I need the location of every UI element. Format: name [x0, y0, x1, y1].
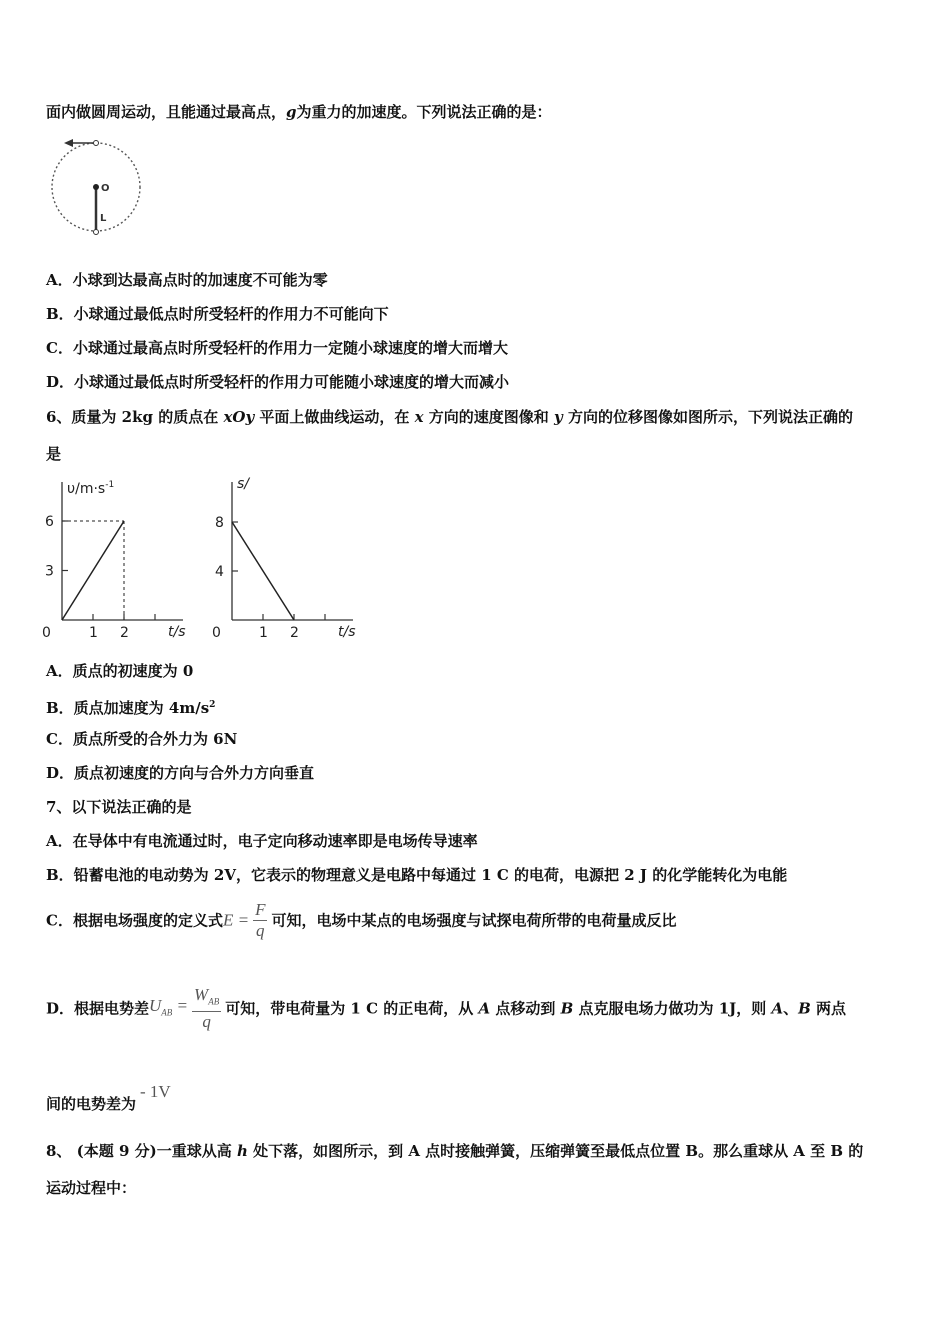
q8-stem-line1 [46, 1141, 863, 1161]
q7-option-d [46, 985, 846, 1032]
q6-stem-x: x [414, 408, 424, 426]
velocity-x-tick-label: 1 [89, 625, 98, 641]
q7-formula-u-den: q [202, 1012, 211, 1032]
q7-option-d-line2 [46, 1082, 171, 1114]
q7-option-d-value: - 1V [140, 1082, 171, 1101]
displacement-x-label: t/s [338, 624, 356, 640]
q7-option-a: A．在导体中有电流通过时，电子定向移动速率即是电场传导速率 [46, 832, 478, 850]
q6-stem-part: 方向的速度图像和 [423, 408, 555, 426]
q5-stem-line [46, 102, 552, 122]
q7-option-c [46, 900, 676, 941]
q6-option-b-text: B．质点加速度为 4m/s [46, 699, 210, 717]
velocity-x-tick-label: 2 [120, 625, 129, 641]
velocity-series-line [62, 521, 124, 620]
q7-option-b: B．铅蓄电池的电动势为 2V，它表示的物理意义是电路中每通过 1 C 的电荷，电源把 2 J 的化学能转化为电能 [46, 866, 788, 884]
q7-formula-u-fraction [192, 985, 221, 1032]
velocity-y-tick-label: 6 [45, 514, 54, 530]
q5-option-b: B．小球通过最低点时所受轻杆的作用力不可能向下 [46, 305, 389, 323]
displacement-x-tick-label: 1 [259, 625, 268, 641]
q5-ball-top [94, 141, 99, 146]
q5-option-c: C．小球通过最高点时所受轻杆的作用力一定随小球速度的增大而增大 [46, 339, 508, 357]
q5-label-o: O [101, 183, 110, 194]
q5-stem-text-1: 面内做圆周运动，且能通过最高点， [46, 103, 287, 121]
q8-stem-text-2: 处下落，如图所示，到 A 点时接触弹簧，压缩弹簧至最低点位置 B。那么重球从 A 至 B 的 [247, 1142, 864, 1160]
q5-center-point [93, 184, 99, 190]
q6-stem-part: 6、质量为 2kg 的质点在 [46, 408, 224, 426]
q5-label-l: L [100, 213, 107, 224]
q6-stem-part: 方向的位移图像如图所示，下列说法正确的 [562, 408, 853, 426]
q5-stem-text-2: 为重力的加速度。下列说法正确的是： [296, 103, 552, 121]
q7-title: 7、以下说法正确的是 [46, 798, 192, 816]
q7-formula-e-fraction [253, 900, 267, 941]
q7-formula-u-num: $W_{AB}$ [192, 985, 221, 1012]
velocity-x-label: t/s [168, 624, 186, 640]
q6-option-c: C．质点所受的合外力为 6N [46, 730, 238, 748]
displacement-series-line [232, 522, 294, 620]
displacement-y-tick-label: 8 [215, 515, 224, 531]
q6-velocity-chart [40, 470, 200, 646]
displacement-x-tick-label: 2 [290, 625, 299, 641]
q6-stem-line2: 是 [46, 445, 62, 463]
q7-option-c-text-1: C．根据电场强度的定义式 [46, 911, 223, 930]
q5-ball-bottom [94, 230, 99, 235]
q7-formula-u-lhs: $U_{AB}$ = [149, 995, 189, 1017]
q6-option-b-sup: 2 [209, 700, 216, 710]
q6-stem-line1 [46, 407, 853, 427]
q7-option-d-line2-text: 间的电势差为 [46, 1095, 137, 1113]
q7-formula-e-lhs: E = [222, 910, 250, 930]
displacement-x-tick-label: 0 [212, 625, 221, 641]
q7-formula-e-den: q [256, 921, 265, 940]
q6-option-a: A．质点的初速度为 0 [46, 662, 194, 680]
q6-option-d: D．质点初速度的方向与合外力方向垂直 [46, 764, 315, 782]
q8-stem-text-1: 8、 (本题 9 分)一重球从高 [46, 1142, 237, 1160]
displacement-y-label: s/ [237, 476, 250, 492]
q6-stem-xoy: xOy [223, 408, 255, 426]
q8-stem-h: h [236, 1142, 248, 1160]
q7-option-c-text-2: 可知，电场中某点的电场强度与试探电荷所带的电荷量成反比 [271, 911, 677, 930]
displacement-y-tick-label: 4 [215, 564, 224, 580]
q5-stem-g: g [286, 103, 297, 121]
q7-option-d-text-1: D．根据电势差 [46, 999, 150, 1018]
q5-option-a: A．小球到达最高点时的加速度不可能为零 [46, 271, 328, 289]
velocity-y-label: $\upsilon/m\cdot s^{-1}$ [67, 480, 115, 497]
q8-stem-line2: 运动过程中： [46, 1179, 137, 1197]
q6-option-b [46, 695, 215, 718]
q7-option-d-text-2: 可知，带电荷量为 1 C 的正电荷，从 A 点移动到 B 点克服电场力做功为 1J，则 A、B 两点 [225, 999, 847, 1018]
q7-formula-e-num: F [255, 900, 266, 919]
q5-velocity-arrowhead [64, 139, 73, 147]
q6-stem-part: 平面上做曲线运动，在 [254, 408, 415, 426]
velocity-x-tick-label: 0 [42, 625, 51, 641]
q5-option-d: D．小球通过最低点时所受轻杆的作用力可能随小球速度的增大而减小 [46, 373, 510, 391]
q6-displacement-chart [210, 470, 370, 646]
q6-stem-y: y [554, 408, 563, 426]
q5-circle-figure [44, 134, 154, 244]
velocity-y-tick-label: 3 [45, 563, 54, 580]
